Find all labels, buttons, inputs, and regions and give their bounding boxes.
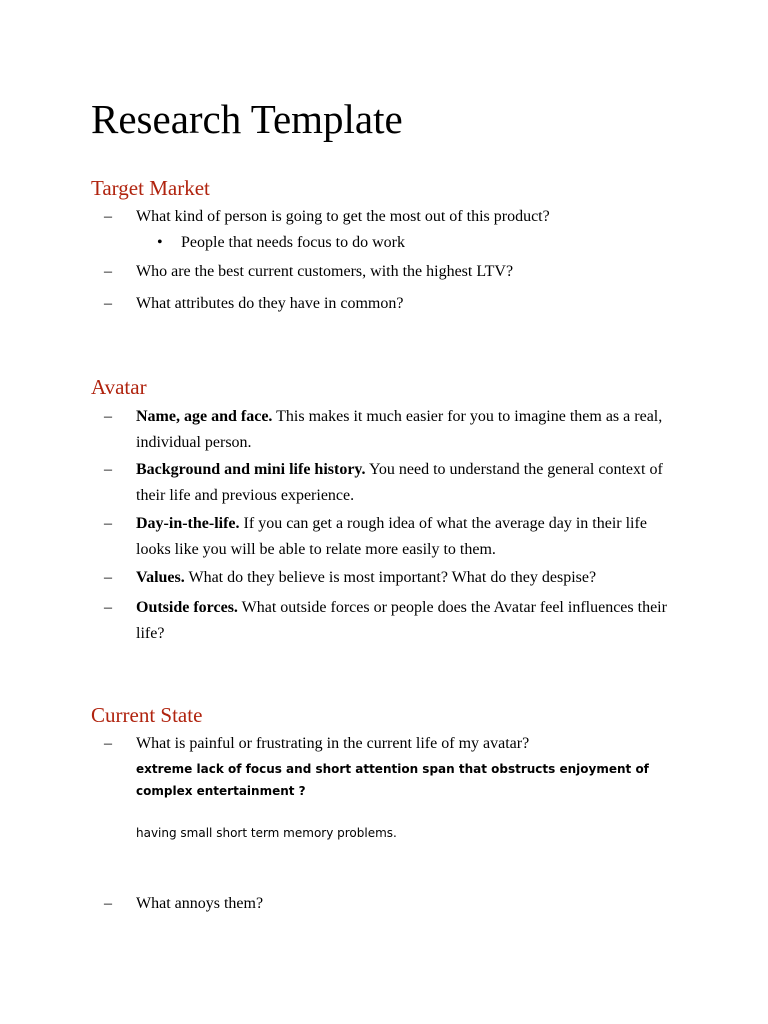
list-item-text: Who are the best current customers, with the highest LTV? (136, 263, 514, 280)
dash-marker: – (104, 461, 112, 478)
list-item (104, 457, 684, 509)
list-item-text (136, 457, 684, 509)
dash-marker: – (104, 569, 112, 586)
list-item-text: What attributes do they have in common? (136, 295, 404, 312)
dash-marker: – (104, 515, 112, 532)
bullet-item-text: People that needs focus to do work (181, 234, 405, 251)
list-item (104, 291, 684, 317)
list-item-text (136, 565, 684, 591)
dash-marker: – (104, 408, 112, 425)
answer-note: extreme lack of focus and short attention span that obstructs enjoyment of complex entertainment ? (136, 762, 649, 798)
list-item-lead: Background and mini life history. (136, 461, 366, 478)
answer-note: having small short term memory problems. (136, 826, 397, 840)
list-item-lead: Outside forces. (136, 599, 238, 616)
list-item-lead: Values. (136, 569, 185, 586)
list-item-body: If you can get a rough idea of what the average day in their life looks like you will be able to relate more easily to them. (136, 515, 647, 558)
list-item-lead: Name, age and face. (136, 408, 273, 425)
list-item (104, 404, 684, 456)
list-item-text (136, 511, 684, 563)
list-item (104, 565, 684, 591)
dash-marker: – (104, 735, 112, 752)
list-item (104, 731, 684, 757)
list-item-body: What do they believe is most important? What do they despise? (184, 569, 597, 586)
list-item-body: What outside forces or people does the Avatar feel influences their life? (136, 599, 667, 642)
list-item-text: What kind of person is going to get the most out of this product? (136, 208, 550, 225)
dash-marker: – (104, 295, 112, 312)
list-item-text: What annoys them? (136, 895, 264, 912)
dash-marker: – (104, 895, 112, 912)
dash-marker: – (104, 599, 112, 616)
dash-marker: – (104, 208, 112, 225)
bullet-item (157, 231, 405, 255)
heading-target-market: Target Market (91, 176, 210, 200)
list-item-text: What is painful or frustrating in the current life of my avatar? (136, 735, 530, 752)
list-item (104, 204, 684, 230)
list-item-text (136, 404, 684, 456)
list-item (104, 259, 684, 285)
list-item (104, 511, 684, 563)
list-item-body: You need to understand the general context of their life and previous experience. (136, 461, 663, 504)
bullet-marker: • (157, 234, 163, 251)
list-item-lead: Day-in-the-life. (136, 515, 240, 532)
heading-avatar: Avatar (91, 375, 147, 399)
list-item (104, 891, 684, 917)
heading-current-state: Current State (91, 703, 203, 727)
list-item-body: This makes it much easier for you to imagine them as a real, individual person. (136, 408, 663, 451)
document-title: Research Template (91, 96, 403, 142)
list-item (104, 595, 684, 647)
list-item-text (136, 595, 684, 647)
dash-marker: – (104, 263, 112, 280)
